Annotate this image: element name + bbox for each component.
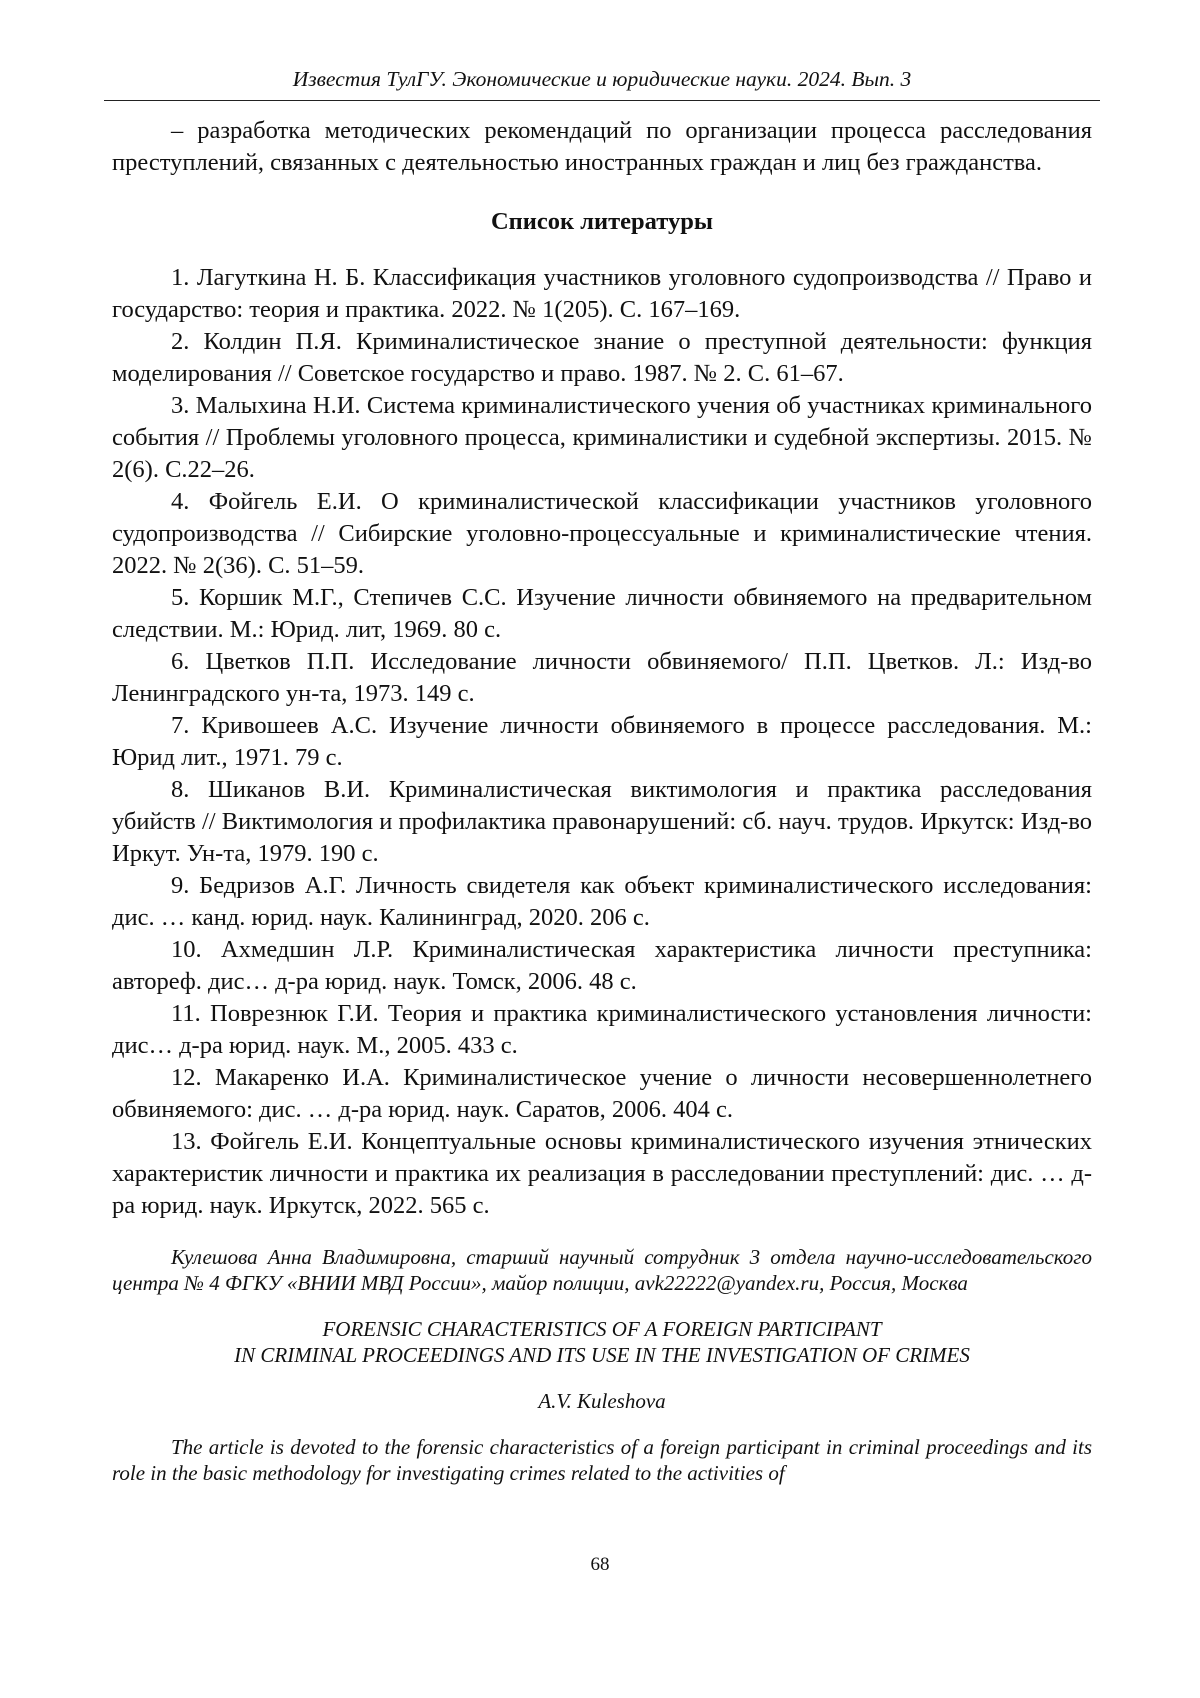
reference-item-4: 4. Фойгель Е.И. О криминалистической классификации участников уголовного судопроизводства // Сибирские уголовно-процессуальные и криминалистические чтения. 2022. № 2(36). С. 51–59. [112, 488, 1092, 579]
reference-item-1: 1. Лагуткина Н. Б. Классификация участников уголовного судопроизводства // Право и государство: теория и практика. 2022. № 1(205). С. 167–169. [112, 264, 1092, 323]
reference-item-5: 5. Коршик М.Г., Степичев С.С. Изучение личности обвиняемого на предварительном следствии. М.: Юрид. лит, 1969. 80 с. [112, 584, 1092, 643]
reference-item-9: 9. Бедризов А.Г. Личность свидетеля как объект криминалистического исследования: дис. … канд. юрид. наук. Калининград, 2020. 206 с. [112, 872, 1092, 931]
reference-item-7: 7. Кривошеев А.С. Изучение личности обвиняемого в процессе расследования. М.: Юрид лит., 1971. 79 с. [112, 712, 1092, 771]
reference-item-6: 6. Цветков П.П. Исследование личности обвиняемого/ П.П. Цветков. Л.: Изд-во Ленинградского ун-та, 1973. 149 с. [112, 648, 1092, 707]
english-title-line-2: IN CRIMINAL PROCEEDINGS AND ITS USE IN THE INVESTIGATION OF CRIMES [234, 1343, 970, 1367]
english-title-line-1: FORENSIC CHARACTERISTICS OF A FOREIGN PARTICIPANT [322, 1317, 882, 1341]
english-abstract: The article is devoted to the forensic characteristics of a foreign participant in criminal proceedings and its role in the basic methodology for investigating crimes related to the activities of [112, 1435, 1092, 1485]
references-title: Список литературы [490, 208, 714, 235]
header-divider [104, 100, 1100, 101]
english-title [112, 1316, 1092, 1368]
reference-item-3: 3. Малыхина Н.И. Система криминалистического учения об участниках криминального события // Проблемы уголовного процесса, криминалистики и судебной экспертизы. 2015. № 2(6). С.22–26. [112, 392, 1092, 483]
reference-list [112, 262, 1092, 1222]
english-author: A.V. Kuleshova [538, 1389, 666, 1413]
reference-item-12: 12. Макаренко И.А. Криминалистическое учение о личности несовершеннолетнего обвиняемого: дис. … д-ра юрид. наук. Саратов, 2006. 404 с. [112, 1064, 1092, 1123]
page-number: 68 [590, 1554, 610, 1575]
reference-item-10: 10. Ахмедшин Л.Р. Криминалистическая характеристика личности преступника: автореф. дис… д-ра юрид. наук. Томск, 2006. 48 с. [112, 936, 1092, 995]
page-content [112, 115, 1092, 1486]
reference-item-11: 11. Поврезнюк Г.И. Теория и практика криминалистического установления личности: дис… д-ра юрид. наук. М., 2005. 433 с. [112, 1000, 1092, 1059]
author-info: Кулешова Анна Владимировна, старший научный сотрудник 3 отдела научно-исследовательского центра № 4 ФГКУ «ВНИИ МВД России», майор полиции, avk22222@yandex.ru, Россия, Москва [112, 1245, 1092, 1295]
running-header: Известия ТулГУ. Экономические и юридические науки. 2024. Вып. 3 [292, 67, 912, 91]
reference-item-2: 2. Колдин П.Я. Криминалистическое знание о преступной деятельности: функция моделирования // Советское государство и право. 1987. № 2. С. 61–67. [112, 328, 1092, 387]
reference-item-13: 13. Фойгель Е.И. Концептуальные основы криминалистического изучения этнических характеристик личности и практика их реализация в расследовании преступлений: дис. … д-ра юрид. наук. Иркутск, 2022. 565 с. [112, 1128, 1092, 1219]
reference-item-8: 8. Шиканов В.И. Криминалистическая виктимология и практика расследования убийств // Виктимология и профилактика правонарушений: сб. науч. трудов. Иркутск: Изд-во Иркут. Ун-та, 1979. 190 с. [112, 776, 1092, 867]
intro-list-item: – разработка методических рекомендаций по организации процесса расследования преступлений, связанных с деятельностью иностранных граждан и лиц без гражданства. [112, 117, 1092, 176]
